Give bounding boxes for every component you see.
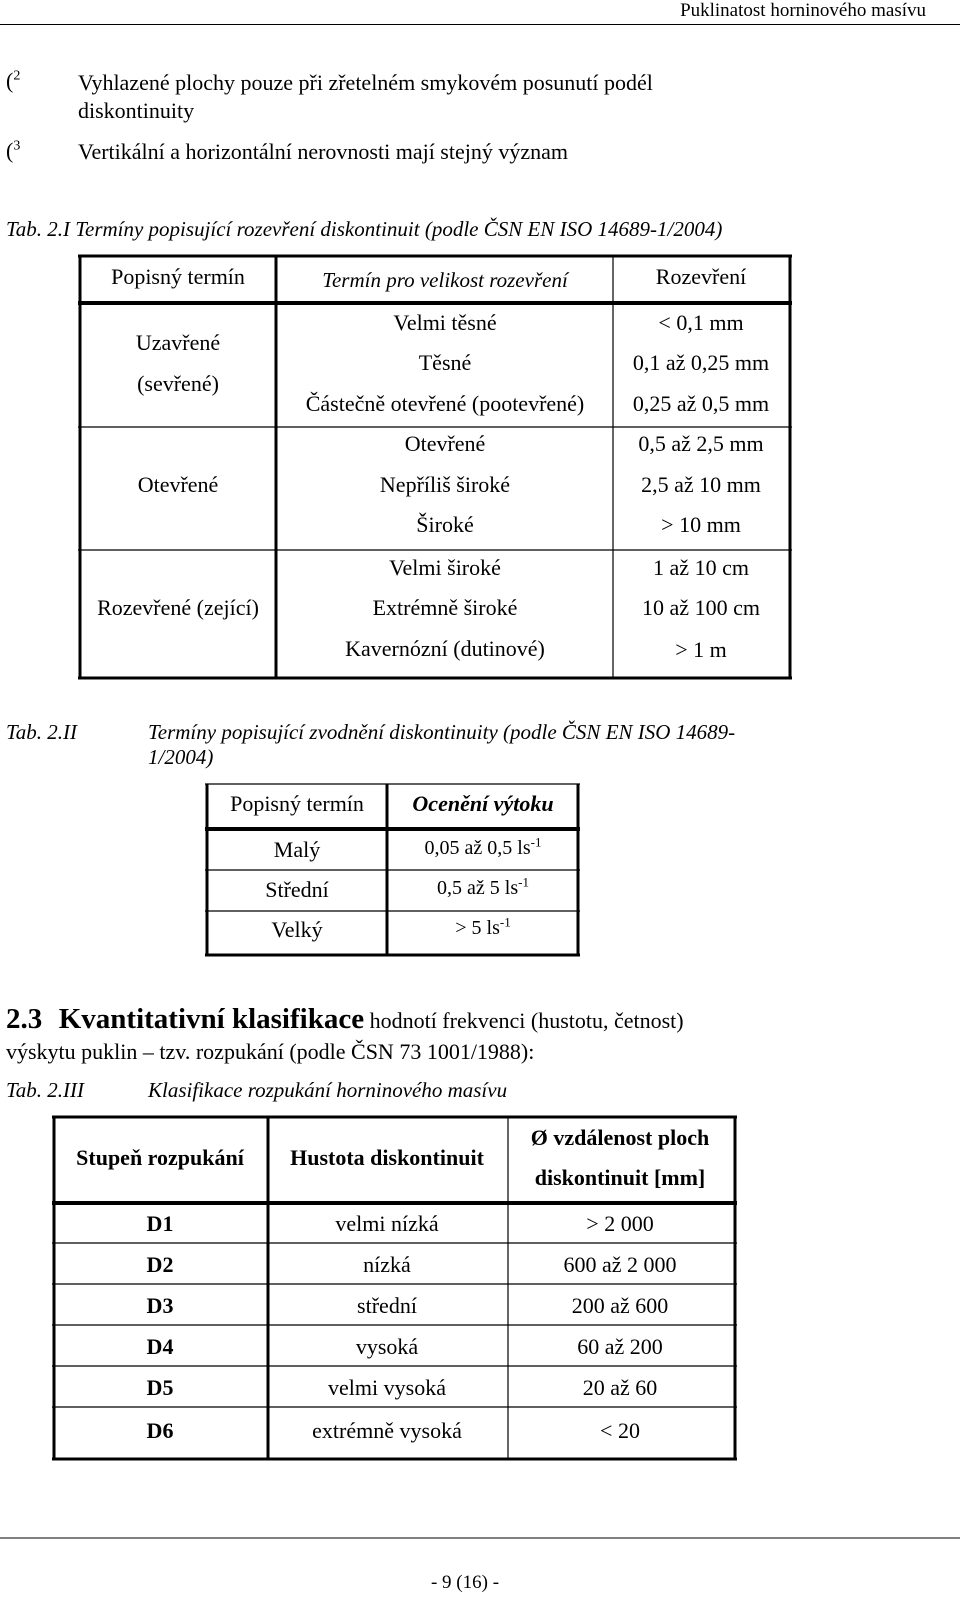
- table1-size: Otevřené: [404, 431, 486, 456]
- table3-density: extrémně vysoká: [312, 1418, 462, 1443]
- table3-caption: Klasifikace rozpukání horninového masívu: [148, 1078, 508, 1102]
- table1-size: Částečně otevřené (pootevřené): [305, 391, 585, 416]
- table1-value: > 10 mm: [661, 512, 741, 537]
- table1-value: 0,5 až 2,5 mm: [638, 431, 764, 456]
- table1-value: 0,25 až 0,5 mm: [632, 391, 770, 416]
- section-title-rest: hodnotí frekvenci (hustotu, četnost): [369, 1008, 684, 1033]
- table3-density: velmi nízká: [335, 1211, 439, 1236]
- table3-grade: D2: [146, 1252, 174, 1277]
- table3-distance: 60 až 200: [577, 1334, 663, 1359]
- table2-value: 0,05 až 0,5 $ls^{-1}$: [424, 834, 542, 859]
- table3-grade: D5: [146, 1375, 174, 1400]
- section-heading: [6, 1003, 684, 1036]
- table3-distance: > 2 000: [586, 1211, 654, 1236]
- table3-density: nízká: [363, 1252, 411, 1277]
- table3-grade: D1: [146, 1211, 174, 1236]
- table1-term-open: Otevřené: [137, 472, 219, 497]
- table3-header-density: Hustota diskontinuit: [290, 1145, 484, 1170]
- section-title-bold: Kvantitativní klasifikace: [58, 1003, 365, 1035]
- table3-distance: 20 až 60: [582, 1375, 658, 1400]
- table1-value: 10 až 100 cm: [642, 595, 760, 620]
- table3-header-distance-line1: Ø vzdálenost ploch: [530, 1125, 710, 1150]
- table1-size: Těsné: [418, 350, 472, 375]
- table3-density: vysoká: [355, 1334, 419, 1359]
- table1-size: Nepříliš široké: [379, 472, 511, 497]
- table3-grade: D4: [146, 1334, 174, 1359]
- table2-term: Velký: [271, 917, 323, 942]
- table3-label: Tab. 2.III: [6, 1078, 84, 1102]
- table3-header-distance-line2: diskontinuit [mm]: [534, 1165, 706, 1190]
- table2-value: > 5 $ls^{-1}$: [455, 914, 511, 939]
- table3-distance: < 20: [600, 1418, 640, 1443]
- table1-header-term: Popisný termín: [111, 264, 245, 289]
- table2-term: Malý: [273, 837, 321, 862]
- table3-density: střední: [357, 1293, 417, 1318]
- footnote-2-line1: Vyhlazené plochy pouze při zřetelném smykovém posunutí podél: [78, 70, 653, 95]
- table1-value: > 1 m: [675, 637, 727, 662]
- table1-value: 1 až 10 cm: [653, 555, 749, 580]
- running-header: Puklinatost horninového masívu: [680, 0, 926, 21]
- table1-size: Široké: [416, 512, 474, 537]
- table3-distance: 200 až 600: [571, 1293, 669, 1318]
- table3-distance: 600 až 2 000: [563, 1252, 677, 1277]
- table1-header-size: Termín pro velikost rozevření: [322, 268, 568, 292]
- table2-caption-line1: Termíny popisující zvodnění diskontinuity (podle ČSN EN ISO 14689-: [148, 720, 736, 744]
- table2-term: Střední: [265, 877, 329, 902]
- table3-density: velmi vysoká: [328, 1375, 446, 1400]
- table1-term-gaping: Rozevřené (zející): [97, 595, 259, 620]
- table1-header-opening: Rozevření: [655, 264, 747, 289]
- footnote-3-line1: Vertikální a horizontální nerovnosti mají stejný význam: [78, 139, 568, 164]
- table2-label: Tab. 2.II: [6, 720, 77, 744]
- table1-value: 0,1 až 0,25 mm: [632, 350, 770, 375]
- footnote-3-marker: ($^3$: [6, 138, 21, 163]
- table1-size: Velmi široké: [389, 555, 501, 580]
- table1-size: Extrémně široké: [372, 595, 518, 620]
- table2-value: 0,5 až 5 $ls^{-1}$: [437, 874, 529, 899]
- table1-size: Kavernózní (dutinové): [345, 636, 545, 661]
- section-number: 2.3: [6, 1003, 43, 1035]
- table2-header-outflow: Ocenění výtoku: [412, 791, 554, 816]
- section-heading-line2: výskytu puklin – tzv. rozpukání (podle ČSN 73 1001/1988):: [6, 1039, 535, 1064]
- table2-caption-line2: 1/2004): [148, 745, 214, 769]
- table1-term-closed: Uzavřené: [135, 330, 221, 355]
- table1-size: Velmi těsné: [393, 310, 497, 335]
- page-number: - 9 (16) -: [430, 1572, 500, 1593]
- table3-header-grade: Stupeň rozpukání: [76, 1145, 244, 1170]
- table3-grade: D3: [146, 1293, 174, 1318]
- table3-grade: D6: [146, 1418, 174, 1443]
- table1-value: 2,5 až 10 mm: [641, 472, 761, 497]
- table1-value: < 0,1 mm: [658, 310, 744, 335]
- table2-header-term: Popisný termín: [230, 791, 364, 816]
- footnote-2-line2: diskontinuity: [78, 98, 195, 123]
- footnote-2-marker: ($^2$: [6, 68, 21, 93]
- table1-term-closed-alt: (sevřené): [137, 371, 219, 396]
- table1-caption: Tab. 2.I Termíny popisující rozevření diskontinuit (podle ČSN EN ISO 14689-1/2004): [6, 217, 723, 241]
